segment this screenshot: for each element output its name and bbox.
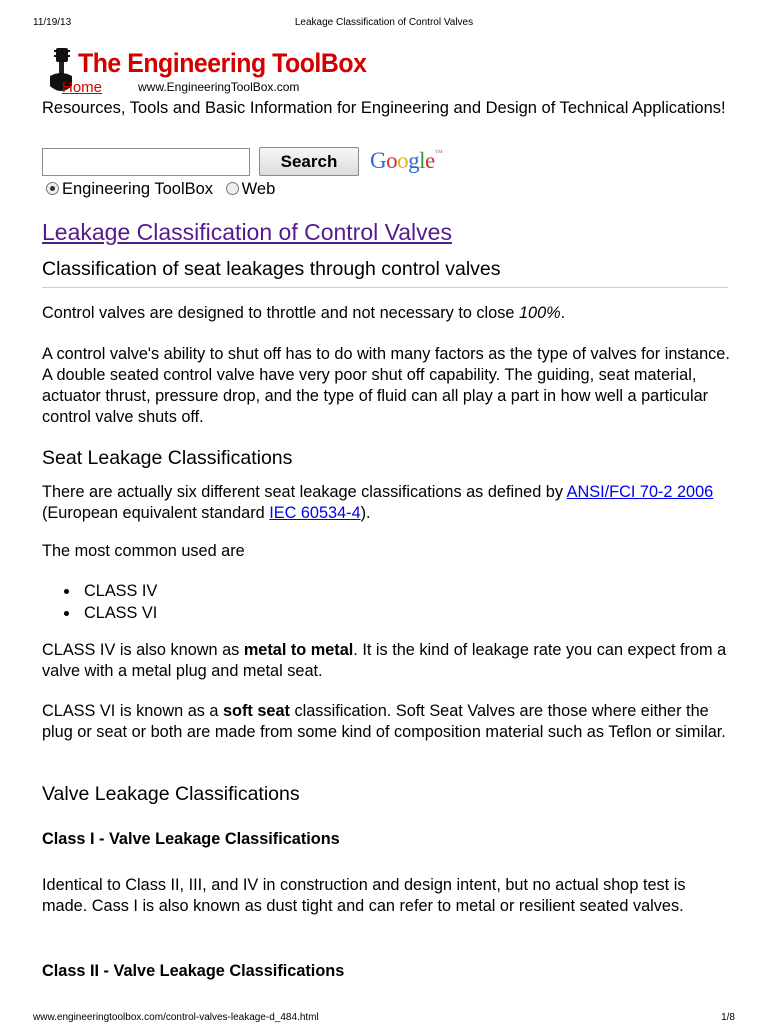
print-url: www.engineeringtoolbox.com/control-valves-leakage-d_484.html: [33, 1012, 319, 1023]
search-button[interactable]: Search: [259, 147, 359, 176]
intro-paragraph: Control valves are designed to throttle and not necessary to close 100%.: [42, 304, 566, 322]
class4-paragraph: CLASS IV is also known as metal to metal. It is the kind of leakage rate you can expect from a valve with a metal plug and metal seat.: [42, 641, 727, 680]
divider: [42, 287, 728, 288]
seat-leakage-heading: Seat Leakage Classifications: [42, 447, 293, 469]
seat-leakage-paragraph: There are actually six different seat leakage classifications as defined by ANSI/FCI 70-2 2006 (European equivalent standard IEC 60534-4).: [42, 483, 714, 522]
class1-heading: Class I - Valve Leakage Classifications: [42, 830, 340, 848]
list-item: CLASS IV: [42, 580, 157, 602]
logo-url: www.EngineeringToolBox.com: [138, 80, 300, 94]
list-item: CLASS VI: [42, 602, 157, 624]
print-date: 11/19/13: [33, 17, 72, 28]
class2-heading: Class II - Valve Leakage Classifications: [42, 962, 345, 980]
print-page-title: Leakage Classification of Control Valves: [294, 17, 474, 28]
ansi-fci-link[interactable]: ANSI/FCI 70-2 2006: [566, 483, 714, 501]
search-scope: [46, 180, 275, 199]
logo-title: The Engineering ToolBox: [78, 48, 367, 78]
radio-engineering-toolbox[interactable]: [46, 182, 59, 195]
iec-link[interactable]: IEC 60534-4: [269, 504, 361, 522]
page-subtitle: Classification of seat leakages through control valves: [42, 258, 501, 280]
site-tagline: Resources, Tools and Basic Information for Engineering and Design of Technical Applications!: [42, 99, 726, 117]
common-classes-list: [42, 580, 157, 624]
print-page-number: 1/8: [721, 1012, 735, 1023]
common-label: The most common used are: [42, 542, 245, 560]
home-link[interactable]: Home: [62, 79, 103, 96]
radio-label-web: Web: [241, 180, 276, 198]
google-logo: Google™: [370, 148, 443, 173]
radio-label-engineering-toolbox: Engineering ToolBox: [62, 180, 214, 198]
page-title[interactable]: Leakage Classification of Control Valves: [42, 219, 452, 245]
radio-web[interactable]: [226, 182, 239, 195]
shutoff-paragraph: A control valve's ability to shut off has to do with many factors as the type of valves for instance. A double seated control valve have very poor shut off capability. The guiding, seat material, actuator thrust, pressure drop, and the type of fluid can all play a part in how well a particular control valve shuts off.: [42, 345, 730, 426]
search-input[interactable]: [42, 148, 250, 176]
valve-leakage-heading: Valve Leakage Classifications: [42, 783, 300, 805]
class1-paragraph: Identical to Class II, III, and IV in construction and design intent, but no actual shop test is made. Cass I is also known as dust tight and can refer to metal or resilient seated valves.: [42, 876, 686, 915]
class6-paragraph: CLASS VI is known as a soft seat classification. Soft Seat Valves are those where either the plug or seat or both are made from some kind of composition material such as Teflon or similar.: [42, 702, 726, 741]
